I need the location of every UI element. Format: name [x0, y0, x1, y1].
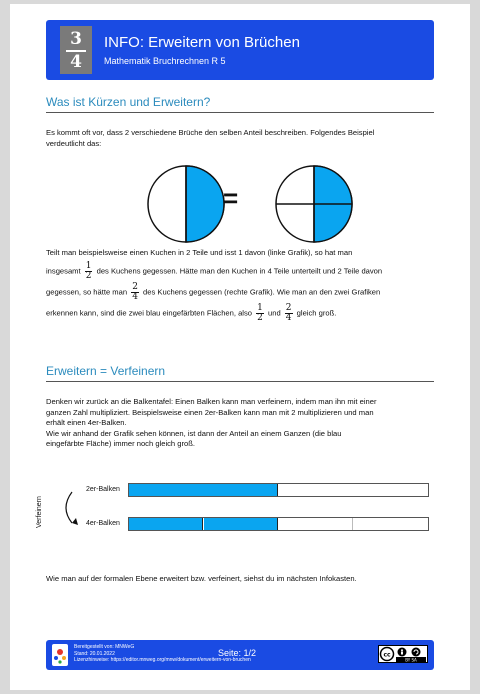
cake-text-c2: des Kuchens gegessen (rechte Grafik). Wie man an den zwei Grafiken: [143, 287, 381, 297]
fraction-logo: [60, 26, 92, 74]
balken-line-1: Denken wir zurück an die Balkentafel: Einen Balken kann man verfeinern, indem man ihn mit einer: [46, 397, 377, 406]
bar-4er-segment-1: [129, 518, 203, 530]
logo-denominator: 4: [70, 52, 82, 72]
mnweg-logo-icon: [52, 644, 68, 666]
page-title: INFO: Erweitern von Brüchen: [104, 34, 300, 51]
fraction-denominator: 2: [257, 313, 263, 323]
fraction-one-half-b: [256, 304, 264, 323]
intro-line-1: Es kommt oft vor, dass 2 verschiedene Brüche den selben Anteil beschreiben. Folgendes Beispiel: [46, 128, 375, 137]
cake-text-b1: insgesamt: [46, 266, 81, 276]
fraction-denominator: 4: [132, 292, 138, 302]
cake-text-d3: gleich groß.: [296, 308, 337, 318]
bar-2er: [128, 483, 429, 497]
section-heading-erweitern: Erweitern = Verfeinern: [46, 364, 434, 382]
closing-sentence: Wie man auf der formalen Ebene erweitert bzw. verfeinert, siehst du im nächsten Infokasten.: [46, 574, 357, 583]
page-subtitle: Mathematik Bruchrechnen R 5: [104, 56, 226, 66]
bar-4er-segment-3: [279, 518, 353, 530]
bar-2er-segment-2: [279, 484, 428, 496]
refine-arrow-head: [72, 518, 78, 525]
cake-text-d1: erkennen kann, sind die zwei blau eingefärbten Flächen, also: [46, 308, 253, 318]
footer-license-link[interactable]: Lizenzhinweise: https://editor.mnweg.org/mnw/dokument/erweitern-von-bruchen: [74, 657, 251, 663]
equals-sign: =: [223, 183, 239, 213]
cake-line-d: [46, 304, 436, 323]
cake-paragraph: [46, 248, 436, 323]
mnweg-logo-graphic: [52, 644, 68, 666]
bar-4er: [128, 517, 429, 531]
refine-arrow-curve: [66, 492, 72, 523]
balken-line-2: ganzen Zahl multipliziert. Beispielsweise einen 2er-Balken kann man mit 2 multiplizieren und man: [46, 407, 374, 417]
footer-date: Stand: 20.01.2022: [74, 650, 115, 657]
page-number: Seite: 1/2: [218, 648, 257, 658]
section-heading-kuerzen: Was ist Kürzen und Erweitern?: [46, 95, 434, 113]
cake-text-c1: gegessen, so hätte man: [46, 287, 128, 297]
balken-line-5: eingefärbte Fläche) immer noch gleich groß.: [46, 439, 195, 448]
fraction-numerator: 1: [257, 303, 263, 313]
refine-arrow: [58, 490, 84, 528]
bar-4er-segment-4: [354, 518, 428, 530]
fraction-one-half: [85, 262, 93, 281]
intro-line-2: verdeutlicht das:: [46, 138, 102, 148]
cake-text-b2: des Kuchens gegessen. Hätte man den Kuchen in 4 Teile unterteilt und 2 Teile davon: [96, 266, 383, 276]
cake-line-c: [46, 283, 436, 302]
balken-paragraph: [46, 397, 436, 450]
cake-text-d2: und: [268, 308, 281, 318]
left-circle-blue-half: [186, 166, 224, 242]
bar-4er-segment-2: [204, 518, 278, 530]
footer-provided-by: Bereitgestellt von: MNWeG: [74, 644, 135, 650]
header-banner: [46, 20, 434, 80]
fraction-numerator: 1: [85, 261, 92, 271]
fraction-two-fourths: [131, 283, 139, 302]
bar-label-4er: 4er-Balken: [86, 520, 120, 527]
verfeinern-vertical-label: Verfeinern: [36, 496, 43, 528]
cc-license-text: BY SA: [405, 657, 417, 662]
fraction-denominator: 4: [285, 313, 292, 323]
cc-by-sa-icon: [379, 646, 427, 662]
cake-line-a: Teilt man beispielsweise einen Kuchen in 2 Teile und isst 1 davon (linke Grafik), so hat man: [46, 248, 353, 257]
intro-paragraph: [46, 128, 436, 149]
footer-banner: [46, 640, 434, 670]
fraction-denominator: 2: [85, 271, 92, 281]
bar-label-2er: 2er-Balken: [86, 486, 120, 493]
logo-numerator: 3: [70, 29, 82, 49]
cc-license-badge[interactable]: [378, 645, 428, 663]
bar-2er-segment-1: [129, 484, 278, 496]
fraction-numerator: 2: [285, 303, 292, 313]
quarter-circle-graphic: [274, 164, 354, 244]
balken-line-3: erhält einen 4er-Balken.: [46, 418, 127, 427]
cake-line-b: [46, 262, 436, 281]
balken-line-4: Wie wir anhand der Grafik sehen können, ist dann der Anteil an einem Ganzen (die blau: [46, 428, 342, 438]
half-circle-graphic: [146, 164, 226, 244]
fraction-two-fourths-b: [285, 304, 293, 323]
fraction-numerator: 2: [132, 282, 138, 292]
svg-text:cc: cc: [383, 651, 391, 659]
